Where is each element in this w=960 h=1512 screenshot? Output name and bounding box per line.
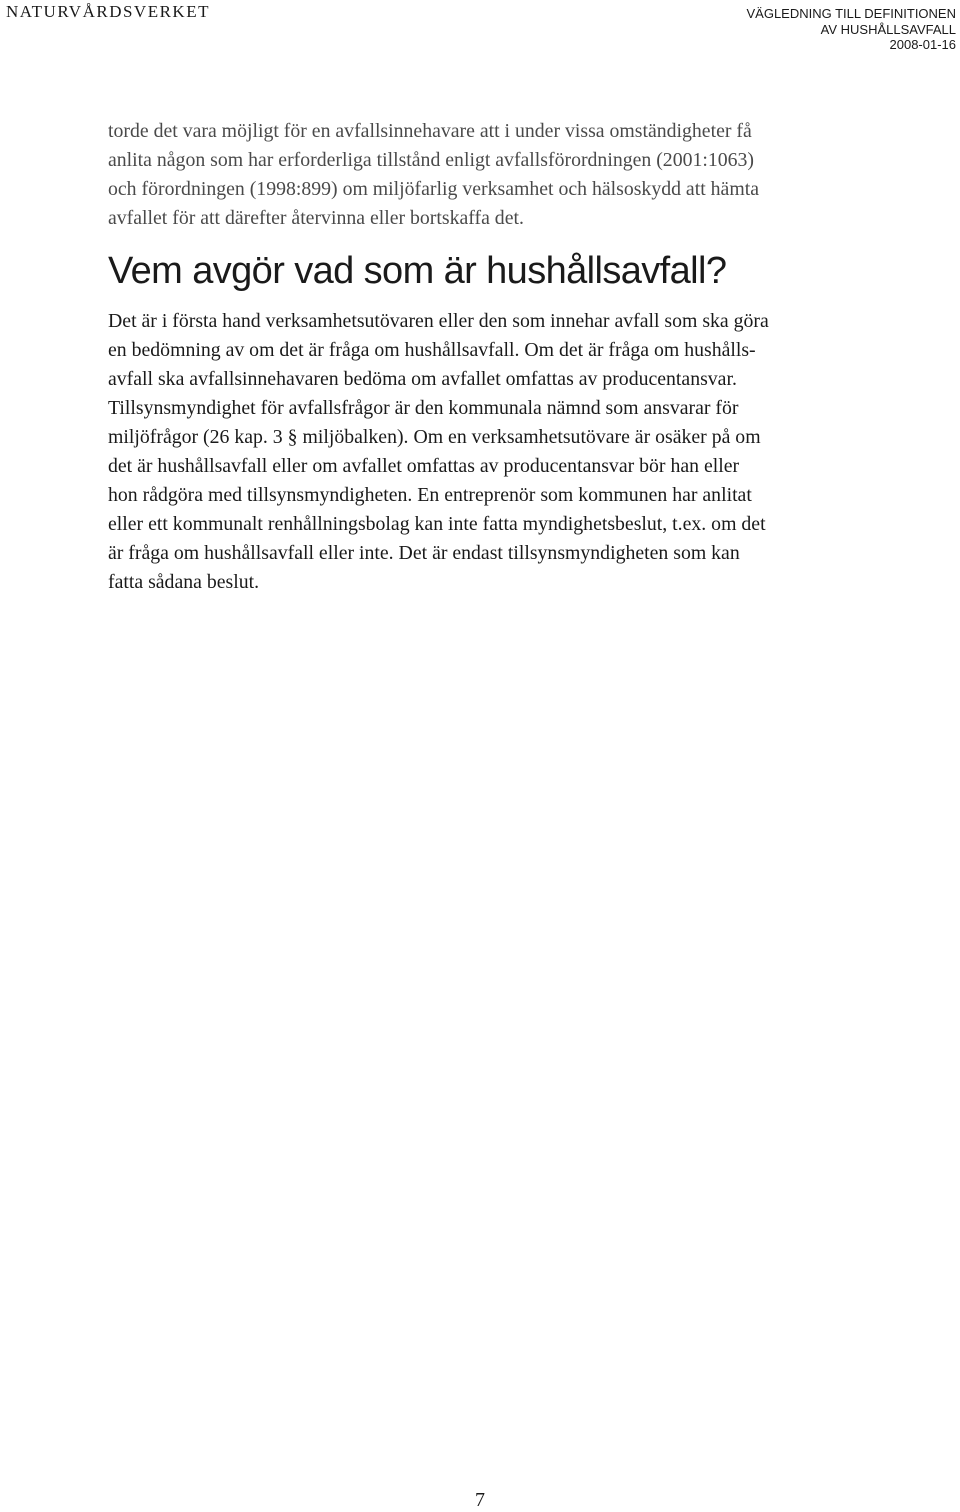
body-paragraph-continuation: torde det vara möjligt för en avfallsinnehavare att i under vissa omständigheter få anlita någon som har erforderliga tillstånd enligt avfallsförordningen (2001:1063) och förordningen (1998:899) om miljöfarlig verksamhet och hälsoskydd att hämta avfallet för att därefter återvinna eller bortskaffa det.: [108, 120, 759, 229]
document-title-line-2: AV HUSHÅLLSAVFALL: [820, 21, 956, 37]
page-content: [108, 117, 848, 597]
document-title-line-1: VÄGLEDNING TILL DEFINITIONEN: [746, 6, 956, 21]
document-date: 2008-01-16: [889, 37, 956, 52]
body-paragraph: Det är i första hand verksamhetsutövaren eller den som innehar avfall som ska göra en bedömning av om det är fråga om hushållsavfall. Om det är fråga om hushålls- avfall ska avfallsinnehavaren bedöma om avfallet omfattas av producentansvar. Tillsynsmyndighet för avfallsfrågor är den kommunala nämnd som ansvarar för miljöfrågor (26 kap. 3 § miljöbalken). Om en verksamhetsutövare är osäker på om det är hushållsavfall eller om avfallet omfattas av producentansvar bör han eller hon rådgöra med tillsynsmyndigheten. En entreprenör som kommunen har anlitat eller ett kommunalt renhållningsbolag kan inte fatta myndighetsbeslut, t.ex. om det är fråga om hushållsavfall eller inte. Det är endast tillsynsmyndigheten som kan fatta sådana beslut.: [108, 310, 769, 593]
organization-name: NATURVÅRDSVERKET: [6, 2, 210, 21]
section-heading: Vem avgör vad som är hushållsavfall?: [108, 250, 727, 292]
document-header: [747, 6, 957, 53]
page-number: 7: [475, 1489, 485, 1511]
